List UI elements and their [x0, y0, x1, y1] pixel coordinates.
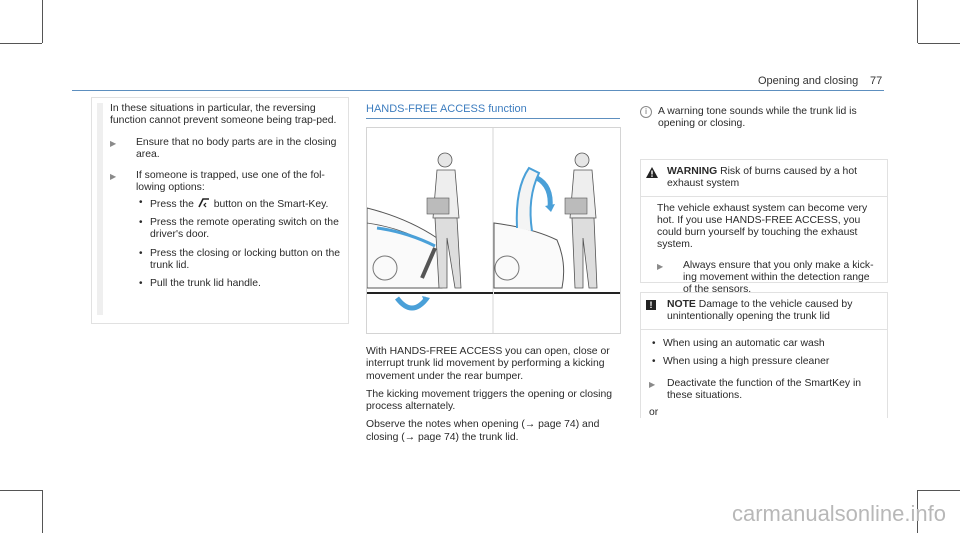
middle-column: [366, 103, 622, 119]
paragraph: The kicking movement triggers the opening or closing process alternately.: [366, 388, 613, 413]
list-item: • When using an automatic car wash: [649, 338, 881, 350]
page-reference-link[interactable]: → page 74: [404, 431, 456, 443]
watermark: carmanualsonline.info: [731, 501, 946, 526]
section-title: Opening and closing: [758, 75, 859, 87]
warning-label: WARNING: [667, 166, 718, 177]
observe-notes: Observe the notes when opening (→ page 74) and closing (→ page 74) the trunk lid.: [366, 419, 600, 443]
illustration: [366, 127, 621, 334]
heading-rule: [366, 118, 620, 119]
step-arrow-icon: ▶: [110, 138, 117, 148]
step-arrow-icon: ▶: [649, 380, 656, 390]
step: ▶ If someone is trapped, use one of the fol-lowing options: • Press the button on the Smart-Key. • Press the remote operating switch on the driver's door. • Press the closing or locking button on the trunk lid. • Pull the trunk lid handle.: [110, 170, 348, 290]
warning-box: [640, 159, 888, 296]
step-arrow-icon: ▶: [657, 261, 664, 271]
list-item: • When using a high pressure cleaner: [649, 356, 881, 368]
hands-free-illustration: [367, 128, 620, 333]
info-icon: i: [640, 106, 652, 118]
notice-title: Damage to the vehicle caused by unintentionally opening the trunk lid: [667, 299, 853, 323]
page-reference-link[interactable]: → page 74: [524, 419, 576, 431]
warning-body: The vehicle exhaust system can become very hot. If you use HANDS-FREE ACCESS, you could burn yourself by touching the exhaust system.: [657, 202, 868, 251]
info-note: i A warning tone sounds while the trunk lid is opening or closing.: [640, 106, 885, 131]
warning-triangle-icon: [646, 167, 658, 178]
list-item: • Press the closing or locking button on the trunk lid.: [136, 248, 348, 273]
page-number: 77: [870, 75, 883, 87]
warning-title: Risk of burns caused by a hot exhaust system: [667, 166, 857, 190]
step: ▶ Deactivate the function of the SmartKey in these situations.: [649, 378, 862, 402]
middle-text: [366, 346, 622, 444]
step: ▶ Ensure that no body parts are in the closing area.: [110, 136, 337, 160]
paragraph: With HANDS-FREE ACCESS you can open, close or interrupt trunk lid movement by performing a kicking movement under the rear bumper.: [366, 346, 610, 382]
header-rule: [72, 90, 884, 91]
trunk-lid-icon: [197, 197, 211, 209]
list-item: • Press the button on the Smart-Key.: [136, 197, 348, 211]
step: ▶ Always ensure that you only make a kick-ing movement within the detection range of the sensors.: [657, 259, 874, 296]
list-item: • Pull the trunk lid handle.: [136, 278, 348, 290]
step-arrow-icon: ▶: [110, 172, 117, 182]
or-text: or: [649, 406, 659, 418]
notice-label: NOTE: [667, 299, 696, 310]
notice-icon: !: [646, 300, 656, 310]
warning-continuation-box: [91, 97, 349, 324]
section-heading: HANDS-FREE ACCESS function: [366, 103, 527, 115]
notice-box: [640, 292, 888, 418]
intro-text: In these situations in particular, the reversing function cannot prevent someone being trap-ped.: [110, 103, 337, 127]
list-item: • Press the remote operating switch on the driver's door.: [136, 217, 348, 242]
warning-bar: [97, 103, 348, 315]
